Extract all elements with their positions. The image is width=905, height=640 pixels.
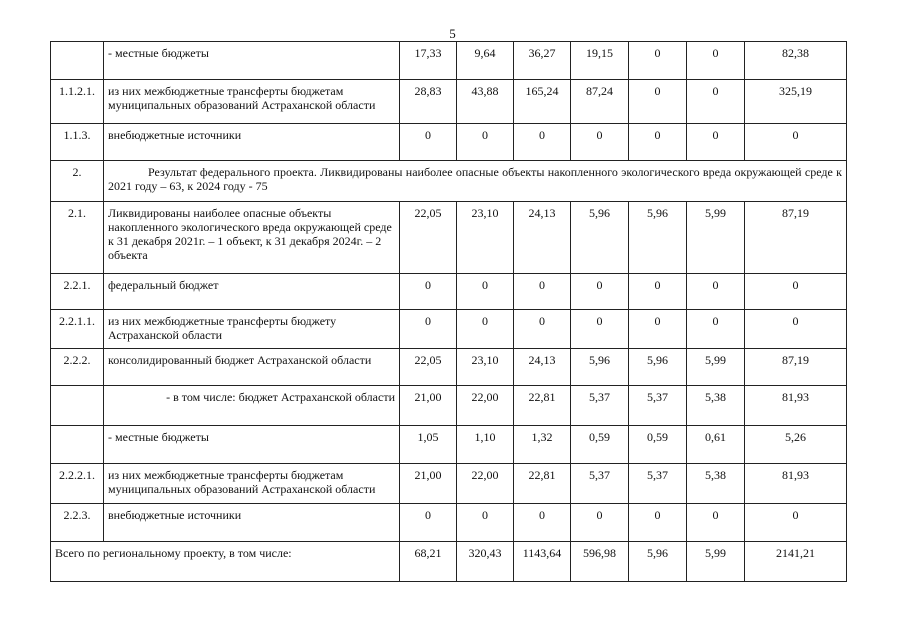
value-cell: 22,05 [400,349,457,386]
total-value-cell: 320,43 [457,542,514,582]
table-row [51,42,847,80]
value-cell: 0 [629,42,687,80]
value-cell: 5,37 [571,386,629,426]
value-cell: 87,19 [745,202,847,274]
value-cell: 21,00 [400,464,457,504]
value-cell: 0 [687,42,745,80]
value-cell: 0,61 [687,426,745,464]
row-code: 2.2.1. [51,274,104,310]
value-cell: 5,96 [629,349,687,386]
value-cell: 0 [687,124,745,161]
value-cell: 28,83 [400,80,457,124]
value-cell: 9,64 [457,42,514,80]
value-cell: 5,37 [571,464,629,504]
total-value-cell: 1143,64 [514,542,571,582]
value-cell: 5,99 [687,349,745,386]
value-cell: 0 [400,124,457,161]
value-cell: 22,05 [400,202,457,274]
table-row [51,310,847,349]
value-cell: 0 [571,504,629,542]
table-row [51,464,847,504]
value-cell: 0 [400,504,457,542]
value-cell: 0 [457,504,514,542]
value-cell: 82,38 [745,42,847,80]
value-cell: 24,13 [514,349,571,386]
value-cell: 0 [457,274,514,310]
row-label: - местные бюджеты [104,426,400,464]
row-code [51,386,104,426]
value-cell: 5,96 [629,202,687,274]
value-cell: 87,19 [745,349,847,386]
value-cell: 22,81 [514,464,571,504]
value-cell: 0 [514,124,571,161]
page-number: 5 [449,26,456,41]
total-row [51,542,847,582]
value-cell: 325,19 [745,80,847,124]
table-row [51,504,847,542]
value-cell: 1,10 [457,426,514,464]
value-cell: 87,24 [571,80,629,124]
value-cell: 22,00 [457,386,514,426]
value-cell: 0 [571,310,629,349]
table-row [51,274,847,310]
total-value-cell: 596,98 [571,542,629,582]
value-cell: 0 [400,274,457,310]
value-cell: 36,27 [514,42,571,80]
row-code: 2.2.2. [51,349,104,386]
value-cell: 0 [629,504,687,542]
value-cell: 0 [629,274,687,310]
value-cell: 0 [687,310,745,349]
budget-table [50,41,847,582]
value-cell: 5,37 [629,386,687,426]
value-cell: 0 [629,310,687,349]
table-row [51,124,847,161]
total-value-cell: 2141,21 [745,542,847,582]
value-cell: 0 [745,504,847,542]
value-cell: 0 [745,124,847,161]
table-row [51,80,847,124]
total-value-cell: 68,21 [400,542,457,582]
value-cell: 0 [514,310,571,349]
value-cell: 81,93 [745,386,847,426]
row-label: из них межбюджетные трансферты бюджету Астраханской области [104,310,400,349]
row-code [51,42,104,80]
total-value-cell: 5,99 [687,542,745,582]
value-cell: 0 [457,310,514,349]
value-cell: 0 [571,274,629,310]
row-code: 2.1. [51,202,104,274]
value-cell: 1,05 [400,426,457,464]
row-code [51,426,104,464]
total-value-cell: 5,96 [629,542,687,582]
value-cell: 0 [400,310,457,349]
value-cell: 0 [629,124,687,161]
row-code: 2.2.2.1. [51,464,104,504]
value-cell: 5,38 [687,386,745,426]
value-cell: 0 [457,124,514,161]
value-cell: 0 [687,274,745,310]
row-code: 1.1.2.1. [51,80,104,124]
value-cell: 23,10 [457,202,514,274]
value-cell: 0 [514,274,571,310]
value-cell: 0,59 [629,426,687,464]
table-row [51,386,847,426]
row-label: из них межбюджетные трансферты бюджетам муниципальных образований Астраханской области [104,464,400,504]
row-label: консолидированный бюджет Астраханской области [104,349,400,386]
value-cell: 5,96 [571,202,629,274]
value-cell: 22,00 [457,464,514,504]
row-label: федеральный бюджет [104,274,400,310]
value-cell: 0 [745,310,847,349]
section-title: Результат федерального проекта. Ликвидированы наиболее опасные объекты накопленного экологического вреда окружающей среде к 2021 году – 63, к 2024 году - 75 [104,161,847,202]
row-label: - в том числе: бюджет Астраханской области [104,386,400,426]
table-row [51,161,847,202]
value-cell: 5,38 [687,464,745,504]
total-label: Всего по региональному проекту, в том числе: [51,542,400,582]
value-cell: 0 [514,504,571,542]
value-cell: 21,00 [400,386,457,426]
value-cell: 19,15 [571,42,629,80]
value-cell: 43,88 [457,80,514,124]
table-row [51,202,847,274]
table-row [51,426,847,464]
value-cell: 0 [687,504,745,542]
value-cell: 81,93 [745,464,847,504]
value-cell: 165,24 [514,80,571,124]
value-cell: 24,13 [514,202,571,274]
value-cell: 0 [687,80,745,124]
value-cell: 5,26 [745,426,847,464]
value-cell: 23,10 [457,349,514,386]
row-label: внебюджетные источники [104,504,400,542]
value-cell: 22,81 [514,386,571,426]
value-cell: 5,37 [629,464,687,504]
value-cell: 0 [745,274,847,310]
row-label: из них межбюджетные трансферты бюджетам муниципальных образований Астраханской области [104,80,400,124]
table-row [51,349,847,386]
value-cell: 0,59 [571,426,629,464]
row-label: внебюджетные источники [104,124,400,161]
value-cell: 0 [629,80,687,124]
value-cell: 5,96 [571,349,629,386]
value-cell: 1,32 [514,426,571,464]
row-code: 2.2.3. [51,504,104,542]
value-cell: 17,33 [400,42,457,80]
row-code: 2.2.1.1. [51,310,104,349]
row-label: - местные бюджеты [104,42,400,80]
row-label: Ликвидированы наиболее опасные объекты накопленного экологического вреда окружающей среде к 31 декабря 2021г. – 1 объект, к 31 декабря 2024г. – 2 объекта [104,202,400,274]
row-code: 2. [51,161,104,202]
value-cell: 5,99 [687,202,745,274]
value-cell: 0 [571,124,629,161]
row-code: 1.1.3. [51,124,104,161]
